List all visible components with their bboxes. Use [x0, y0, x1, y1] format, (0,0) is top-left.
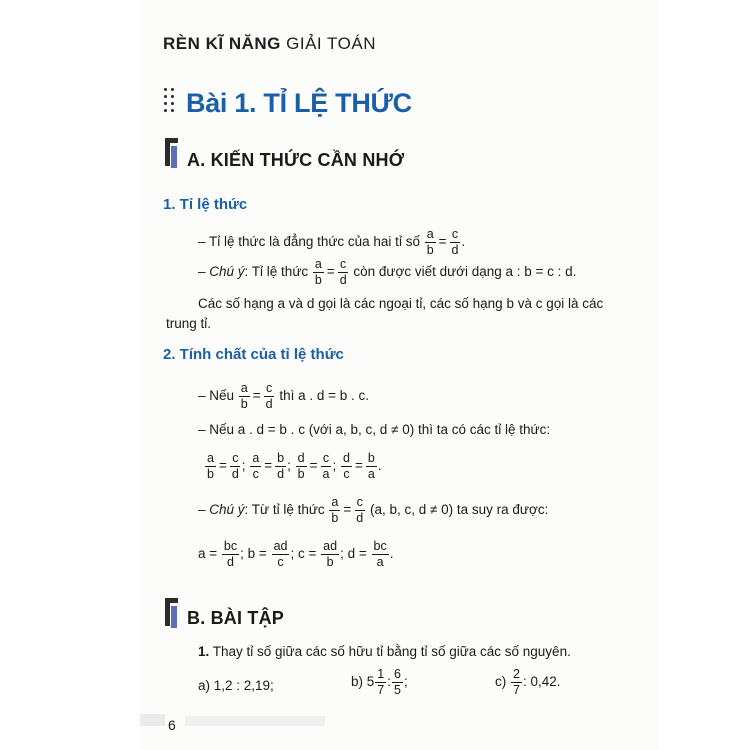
property-line-2: – Nếu a . d = b . c (với a, b, c, d ≠ 0) thì ta có các tỉ lệ thức: [198, 422, 551, 437]
lesson-title: Bài 1. TỈ LỆ THỨC [186, 88, 412, 118]
running-head: RÈN KĨ NĂNG GIẢI TOÁN [163, 34, 376, 53]
exercise-1b: b) 5 $\frac{1}{7}$ : $\frac{6}{5}$ ; [351, 667, 408, 697]
exercise-1c: c) $\frac{2}{7}$ : 0,42. [495, 667, 561, 697]
subsection-1-title: 1. Tỉ lệ thức [163, 196, 248, 213]
definition-line: – Tỉ lệ thức là đẳng thức của hai tỉ số $\frac{a}{b}$ = $\frac{c}{d}$ . [198, 227, 466, 257]
section-bracket-icon [165, 138, 179, 166]
paragraph-line-2: trung tỉ. [166, 316, 212, 331]
note-line-2: – Chú ý: Từ tỉ lệ thức $\frac{a}{b}$ = $\frac{c}{d}$ (a, b, c, d ≠ 0) ta suy ra được: [198, 495, 549, 525]
section-b-title: B. BÀI TẬP [187, 608, 285, 628]
exercise-1-prompt: 1. Thay tỉ số giữa các số hữu tỉ bằng tỉ số giữa các số nguyên. [198, 644, 571, 659]
section-bracket-icon [165, 598, 179, 626]
subsection-2-title: 2. Tính chất của tỉ lệ thức [163, 346, 344, 363]
page-edge-shade [140, 714, 165, 726]
note-line: – Chú ý: Tỉ lệ thức $\frac{a}{b}$ = $\frac{c}{d}$ còn được viết dưới dạng a : b = c : d. [198, 257, 577, 287]
decorative-dots-icon [164, 88, 180, 118]
page-edge-shade [185, 716, 325, 726]
fraction-c-d: $\frac{c}{d}$ [451, 227, 459, 257]
derived-formulas: a = $\frac{bc}{d}$ ; b = $\frac{ad}{c}$ ; c = $\frac{ad}{b}$ ; d = $\frac{bc}{a}$ . [198, 539, 394, 569]
exercise-1a: a) 1,2 : 2,19; [198, 678, 274, 693]
property-line-1: – Nếu $\frac{a}{b}$ = $\frac{c}{d}$ thì a . d = b . c. [198, 381, 370, 411]
page-number: 6 [168, 717, 176, 733]
proportions-list: $\frac{a}{b}$ = $\frac{c}{d}$ ; $\frac{a}{c}$ = $\frac{b}{d}$ ; $\frac{d}{b}$ = $\frac{c}{a}$ ; $\frac{d}{c}$ = $\frac{b}{a}$ . [207, 451, 382, 481]
paragraph-line-1: Các số hạng a và d gọi là các ngoại tỉ, các số hạng b và c gọi là các [198, 296, 604, 311]
fraction-a-b: $\frac{a}{b}$ [426, 227, 434, 257]
section-a-title: A. KIẾN THỨC CẦN NHỚ [187, 150, 405, 170]
